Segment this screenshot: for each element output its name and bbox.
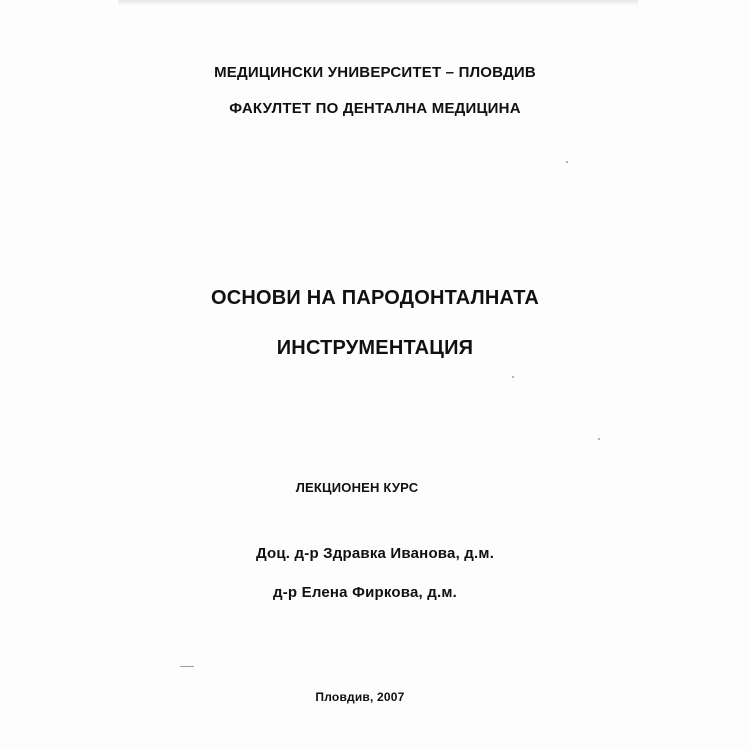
place-and-year: Пловдив, 2007 [315, 690, 405, 704]
title-line-2: ИНСТРУМЕНТАЦИЯ [276, 337, 474, 359]
scan-edge-shadow [118, 0, 638, 6]
scan-speck [566, 161, 568, 163]
author-1: Доц. д-р Здравка Иванова, д.м. [255, 545, 495, 562]
scan-speck [180, 666, 194, 667]
course-type: ЛЕКЦИОНЕН КУРС [295, 480, 419, 495]
title-line-1: ОСНОВИ НА ПАРОДОНТАЛНАТА [210, 287, 540, 309]
scan-speck [598, 438, 600, 440]
faculty-name: ФАКУЛТЕТ ПО ДЕНТАЛНА МЕДИЦИНА [229, 100, 521, 117]
university-name: МЕДИЦИНСКИ УНИВЕРСИТЕТ – ПЛОВДИВ [214, 64, 536, 81]
author-2: д-р Елена Фиркова, д.м. [272, 584, 457, 601]
scan-speck [512, 376, 514, 378]
